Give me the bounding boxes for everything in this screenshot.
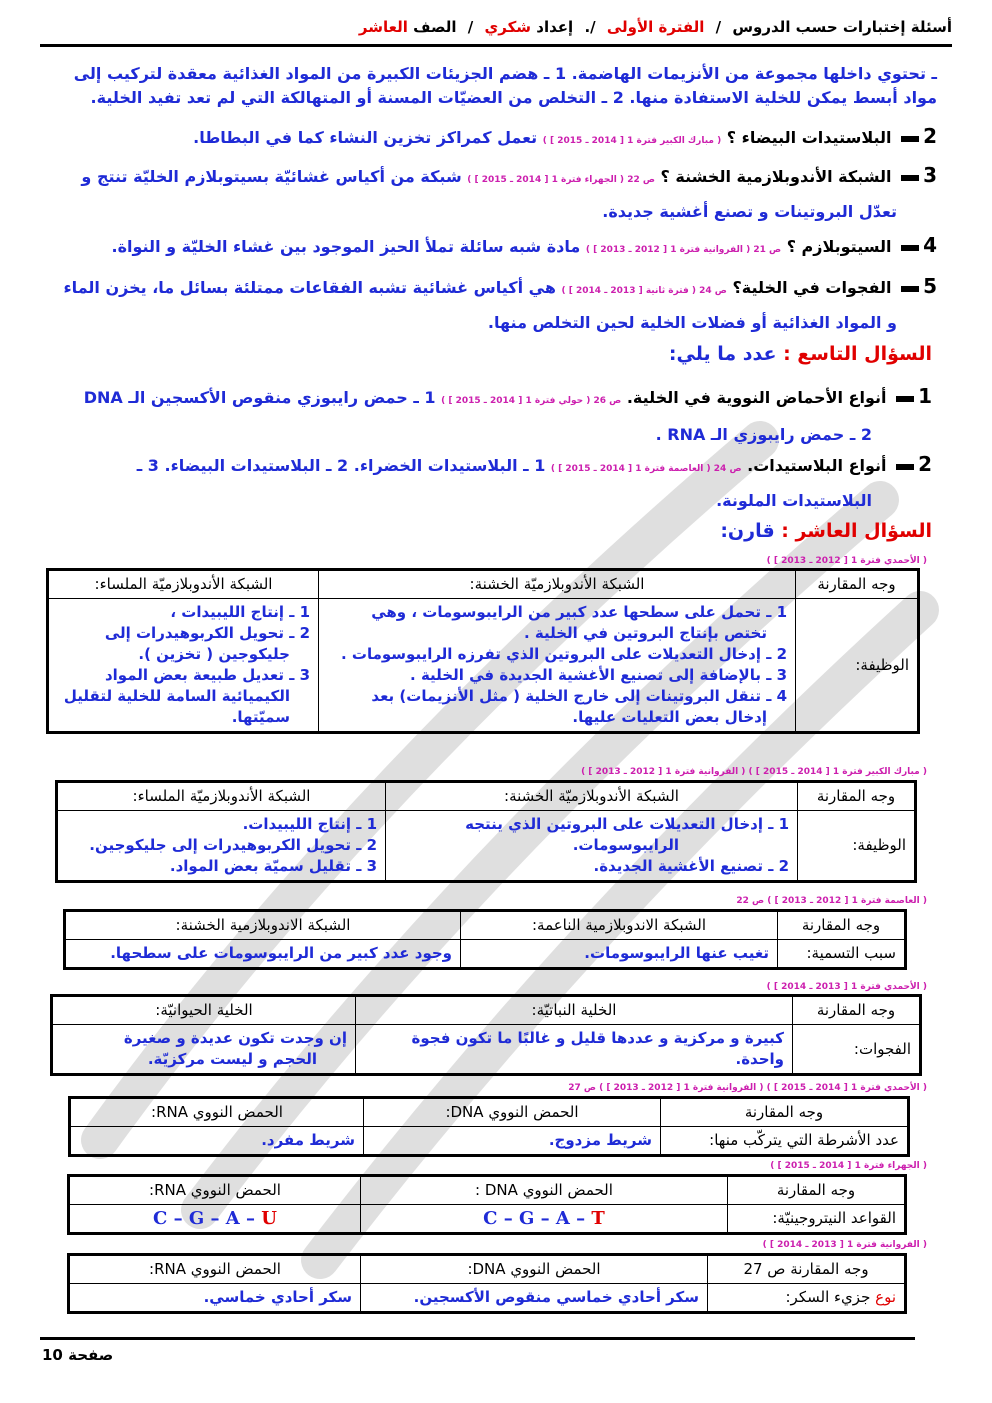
header-grade: العاشر (358, 18, 408, 36)
rna-bases: C – G – A – U (69, 1205, 361, 1234)
definition-item: 2 البلاستيدات البيضاء ؟ ( مبارك الكبير فترة 1 [ 2014 ـ 2015 ] ) تعمل كمراكز تخزين النشاء كما في البطاطا. (193, 124, 937, 148)
comparison-table: وجه المقارنة الشبكة الأندوبلازميّة الخشنة: الشبكة الأندوبلازميّة الملساء: الوظيفة: 1 ـ إدخال التعديلات على البروتين الذي ينتجه الرايبوسومات. 2 ـ تصنيع الأغشية الجديدة. 1 ـ إنتاج الليبيدات. 2 ـ تحويل الكربوهيدرات إلى جليكوجين. 3 ـ تقليل سميّة بعض المواد. (55, 780, 917, 883)
definition-item: 3 الشبكة الأندوبلازمية الخشنة ؟ ص 22 ( الجهراء فترة 1 [ 2014 ـ 2015 ] ) شبكة من أكياس غشائيّة بسيتوبلازم الخليّة تنتج و تعدّل البروتينات و تصنع أغشية جديدة. (81, 163, 937, 221)
list-item: 2 أنواع البلاستيدات. ص 24 ( العاصمة فترة 1 [ 2014 ـ 2015 ] ) 1 ـ البلاستيدات الخضراء. 2 ـ البلاستيدات البيضاء. 3 ـ البلاستيدات الملونة. (136, 452, 932, 510)
question-nine-title: السؤال التاسع : عدد ما يلي: (668, 343, 932, 365)
header-author: شكري (484, 18, 532, 36)
question-ten-title: السؤال العاشر : قارن: (720, 520, 932, 542)
comparison-table: وجه المقارنة ص 27 الحمض النووي DNA: الحمض النووي RNA: نوع جزيء السكر: سكر أحادي خماسي منقوص الأكسجين. سكر أحادي خماسي. (67, 1253, 907, 1314)
header-title: أسئلة إختبارات حسب الدروس (732, 18, 952, 36)
comparison-table: وجه المقارنة الحمض النووي DNA : الحمض النووي RNA: القواعد النيتروجينيّة: C – G – A – T C – G – A – U (67, 1174, 907, 1235)
table-cell: شريط مزدوج. (364, 1127, 661, 1156)
table-cell: سكر أحادي خماسي. (69, 1284, 361, 1313)
definition-item: 4 السيتوبلازم ؟ ص 21 ( الفروانية فترة 1 [ 2012 ـ 2013 ] ) مادة شبه سائلة تملأ الحيز الموجود بين غشاء الخليّة و النواة. (111, 233, 937, 257)
dash-marker (901, 136, 919, 142)
table-cell: إن وجدت تكون عديدة و صغيرة الحجم و ليست مركزيّة. (52, 1025, 356, 1075)
table-citation: ( الأحمدي فترة 1 [ 2012 ـ 2013 ] ) (766, 556, 927, 566)
table-cell: 1 ـ إنتاج الليبيدات ، 2 ـ تحويل الكربوهيدرات إلى جليكوجين ( تخزين ). 3 ـ تعديل طبيعة بعض المواد الكيميائية السامة للخلية لتقليل سميّتها. (48, 599, 319, 733)
header-period: الفترة الأولى (606, 18, 705, 36)
table-citation: ( الأحمدي فترة 1 [ 2014 ـ 2015 ] ) ( الفروانية فترة 1 [ 2012 ـ 2013 ] ) ص 27 (568, 1083, 927, 1093)
table-cell: 1 ـ تحمل على سطحها عدد كبير من الرايبوسومات ، وهي تختص بإنتاج البروتين في الخلية . 2 ـ إدخال التعديلات على البروتين الذي تفرزه الرايبوسومات . 3 ـ بالإضافة إلى تصنيع الأغشية الجديدة في الخلية . 4 ـ تنقل البروتينات إلى خارج الخلية ( مثل الأنزيمات) بعد إدخال بعض التعليات عليها. (319, 599, 796, 733)
header-grade-label: الصف (413, 18, 457, 36)
header-prepared: إعداد (536, 18, 574, 36)
table-citation: ( الجهراء فترة 1 [ 2014 ـ 2015 ] ) (770, 1161, 927, 1171)
table-cell: سكر أحادي خماسي منقوص الأكسجين. (361, 1284, 708, 1313)
footer-rule (40, 1337, 915, 1340)
comparison-table: وجه المقارنة الحمض النووي DNA: الحمض النووي RNA: عدد الأشرطة التي يتركّب منها: شريط مزدوج. شريط مفرد. (68, 1096, 910, 1157)
table-cell: كبيرة و مركزية و عددها قليل و غالبًا ما تكون فجوة واحدة. (356, 1025, 793, 1075)
dna-bases: C – G – A – T (361, 1205, 728, 1234)
dash-marker (901, 175, 919, 181)
page-header: أسئلة إختبارات حسب الدروس / الفترة الأولى /. إعداد شكري / الصف العاشر (40, 18, 952, 47)
table-citation: ( مبارك الكبير فترة 1 [ 2014 ـ 2015 ] ) ( الفروانية فترة 1 [ 2012 ـ 2013 ] ) (581, 767, 927, 777)
page-number: صفحة 10 (42, 1346, 114, 1364)
table-cell: تغيب عنها الرايبوسومات. (461, 940, 778, 969)
dash-marker (901, 286, 919, 292)
list-item: 1 أنواع الأحماض النووية في الخلية. ص 26 ( حولي فترة 1 [ 2014 ـ 2015 ] ) 1 ـ حمض رايبوزي منقوص الأكسجين الـ DNA 2 ـ حمض رايبوزي الـ RNA . (83, 384, 932, 444)
table-citation: ( العاصمة فترة 1 [ 2012 ـ 2013 ] ) ص 22 (736, 896, 927, 906)
dash-marker (901, 245, 919, 251)
comparison-table: وجه المقارنة الخلية النباتيّة: الخلية الحيوانيّة: الفجوات: كبيرة و مركزية و عددها قليل و غالبًا ما تكون فجوة واحدة. إن وجدت تكون عديدة و صغيرة الحجم و ليست مركزيّة. (50, 994, 922, 1076)
intro-paragraph: ـ تحتوي داخلها مجموعة من الأنزيمات الهاضمة. 1 ـ هضم الجزيئات الكبيرة من المواد الغذائية معقدة لتركيب إلى مواد أبسط يمكن للخلية الاستفادة منها. 2 ـ التخلص من العضيّات المسنة أو المتهالكة التي لم تعد تفيد الخلية. (73, 64, 937, 107)
comparison-table: وجه المقارنة الشبكة الأندوبلازميّة الخشنة: الشبكة الأندوبلازميّة الملساء: الوظيفة: 1 ـ تحمل على سطحها عدد كبير من الرايبوسومات ، وهي تختص بإنتاج البروتين في الخلية . 2 ـ إدخال التعديلات على البروتين الذي تفرزه الرايبوسومات . 3 ـ بالإضافة إلى تصنيع الأغشية الجديدة في الخلية . 4 ـ تنقل البروتينات إلى خارج الخلية ( مثل الأنزيمات) بعد إدخال بعض التعليات عليها. 1 ـ إنتاج الليبيدات ، 2 ـ تحويل الكربوهيدرات إلى جليكوجين ( تخزين ). 3 ـ تعديل طبيعة بعض المواد الكيميائية السامة للخلية لتقليل سميّتها. (46, 568, 920, 734)
definition-item: 5 الفجوات في الخلية؟ ص 24 ( فترة ثانية [ 2013 ـ 2014 ] ) هي أكياس غشائية تشبه الفقاعات ممتلئة بسائل ما، يخزن الماء و المواد الغذائية أو فضلات الخلية لحين التخلص منها. (63, 274, 937, 332)
table-citation: ( الأحمدي فترة 1 [ 2013 ـ 2014 ] ) (766, 982, 927, 992)
table-cell: وجود عدد كبير من الرايبوسومات على سطحها. (65, 940, 461, 969)
table-cell: شريط مفرد. (70, 1127, 364, 1156)
table-citation: ( الفروانية فترة 1 [ 2013 ـ 2014 ] ) (762, 1240, 927, 1250)
table-cell: 1 ـ إدخال التعديلات على البروتين الذي ينتجه الرايبوسومات. 2 ـ تصنيع الأغشية الجديدة. (386, 811, 798, 882)
table-cell: 1 ـ إنتاج الليبيدات. 2 ـ تحويل الكربوهيدرات إلى جليكوجين. 3 ـ تقليل سميّة بعض المواد. (57, 811, 386, 882)
comparison-table: وجه المقارنة الشبكة الاندوبلازمية الناعمة: الشبكة الاندوبلازمية الخشنة: سبب التسمية: تغيب عنها الرايبوسومات. وجود عدد كبير من الرايبوسومات على سطحها. (63, 909, 907, 970)
